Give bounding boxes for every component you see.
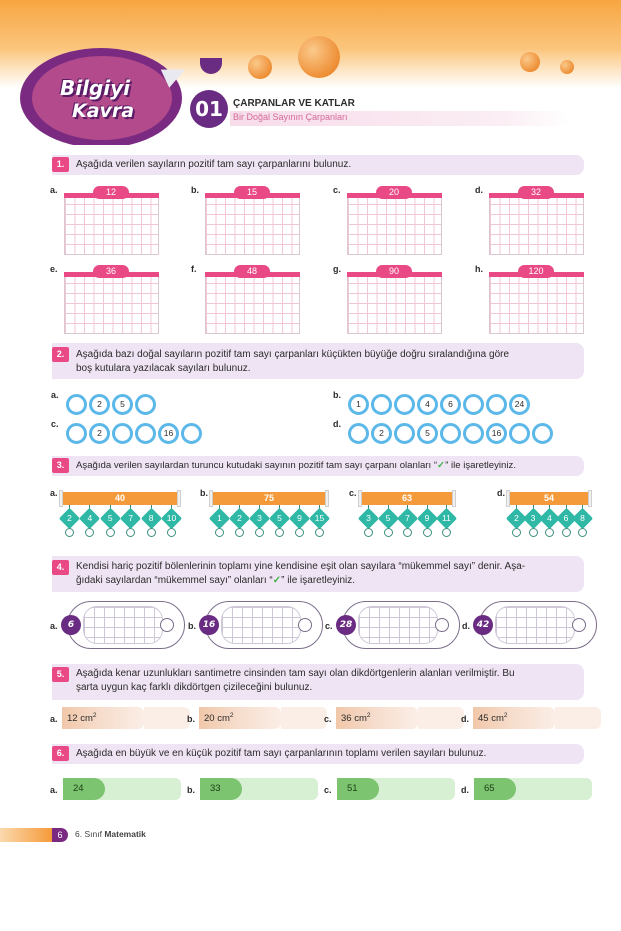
check-circle[interactable] bbox=[126, 528, 135, 537]
factor-ring: 5 bbox=[417, 423, 438, 444]
factor-grid[interactable] bbox=[205, 193, 300, 255]
number-badge: 42 bbox=[473, 615, 493, 635]
check-circle[interactable] bbox=[562, 528, 571, 537]
check-circle[interactable] bbox=[403, 528, 412, 537]
factor-ring[interactable] bbox=[463, 423, 484, 444]
item-label: c. bbox=[324, 785, 332, 795]
question-number-5: 5. bbox=[52, 667, 69, 682]
factor-ring[interactable] bbox=[371, 394, 392, 415]
page-number: 6 bbox=[52, 828, 68, 842]
area-box bbox=[336, 707, 418, 729]
check-mark-icon: ✓ bbox=[437, 460, 446, 471]
question-text-3: Aşağıda verilen sayılardan turuncu kutudaki sayının pozitif tam sayı çarpanı olanları “✓” ile işaretleyiniz. bbox=[76, 460, 516, 471]
item-label: c. bbox=[333, 185, 341, 195]
decor-ball bbox=[298, 36, 340, 78]
question-text-4a: Kendisi hariç pozitif bölenlerinin toplamı yine kendisine eşit olan sayılara “mükemmel sayı” denir. Aşa- bbox=[76, 561, 526, 572]
item-label: a. bbox=[50, 785, 58, 795]
factor-ring[interactable] bbox=[348, 423, 369, 444]
answer-grid[interactable] bbox=[83, 606, 163, 644]
check-circle[interactable] bbox=[167, 528, 176, 537]
number-badge: 16 bbox=[199, 615, 219, 635]
factor-ring: 1 bbox=[348, 394, 369, 415]
factor-ring: 16 bbox=[486, 423, 507, 444]
check-circle[interactable] bbox=[423, 528, 432, 537]
question-number-3: 3. bbox=[52, 458, 69, 473]
item-label: b. bbox=[191, 185, 199, 195]
check-circle[interactable] bbox=[235, 528, 244, 537]
orange-number-box: 54 bbox=[510, 492, 588, 505]
option-value: 6 bbox=[563, 513, 569, 523]
orange-number-box: 63 bbox=[362, 492, 452, 505]
option-value: 1 bbox=[217, 513, 222, 523]
item-label: b. bbox=[187, 714, 195, 724]
factor-ring: 5 bbox=[112, 394, 133, 415]
number-pill: 32 bbox=[518, 186, 554, 199]
decor-ball bbox=[520, 52, 540, 72]
answer-grid[interactable] bbox=[358, 606, 438, 644]
area-value: 12 $cm^2$ bbox=[67, 712, 97, 725]
option-value: 7 bbox=[128, 513, 134, 523]
factor-ring[interactable] bbox=[509, 423, 530, 444]
item-label: e. bbox=[50, 264, 58, 274]
question-number-6: 6. bbox=[52, 746, 69, 761]
item-label: b. bbox=[333, 390, 341, 400]
factor-ring[interactable] bbox=[135, 394, 156, 415]
option-value: 5 bbox=[385, 513, 391, 523]
option-value: 2 bbox=[237, 513, 242, 523]
option-value: 5 bbox=[107, 513, 113, 523]
option-value: 5 bbox=[277, 513, 282, 523]
item-label: d. bbox=[333, 419, 341, 429]
check-circle[interactable] bbox=[572, 618, 586, 632]
footer-grade: 6. Sınıf bbox=[75, 829, 102, 839]
unit-subtitle: Bir Doğal Sayının Çarpanları bbox=[233, 112, 348, 122]
check-mark-icon: ✓ bbox=[272, 575, 282, 586]
check-circle[interactable] bbox=[298, 618, 312, 632]
number-pill: 120 bbox=[518, 265, 554, 278]
logo-line2: Kavra bbox=[72, 100, 135, 122]
question-text-6: Aşağıda en büyük ve en küçük pozitif tam sayı çarpanlarının toplamı verilen sayıları bulunuz. bbox=[76, 748, 487, 759]
check-circle[interactable] bbox=[106, 528, 115, 537]
item-label: a. bbox=[50, 714, 58, 724]
factor-ring: 4 bbox=[417, 394, 438, 415]
check-circle[interactable] bbox=[315, 528, 324, 537]
option-value: 3 bbox=[366, 513, 371, 523]
item-label: b. bbox=[200, 488, 208, 498]
option-value: 2 bbox=[67, 513, 72, 523]
option-value: 3 bbox=[257, 513, 262, 523]
area-value: 36 $cm^2$ bbox=[341, 712, 371, 725]
unit-title: ÇARPANLAR VE KATLAR bbox=[233, 98, 355, 109]
question-number-1: 1. bbox=[52, 157, 69, 172]
item-label: g. bbox=[333, 264, 341, 274]
factor-grid[interactable] bbox=[64, 272, 159, 334]
bar-cap bbox=[452, 490, 456, 507]
item-label: c. bbox=[51, 419, 59, 429]
bar-cap bbox=[177, 490, 181, 507]
option-value: 8 bbox=[148, 513, 154, 523]
item-label: a. bbox=[50, 488, 58, 498]
option-value: 9 bbox=[297, 513, 302, 523]
factor-ring[interactable] bbox=[112, 423, 133, 444]
factor-ring[interactable] bbox=[135, 423, 156, 444]
factor-ring: 2 bbox=[89, 423, 110, 444]
check-circle[interactable] bbox=[147, 528, 156, 537]
option-value: 11 bbox=[442, 513, 451, 523]
item-label: d. bbox=[461, 785, 469, 795]
option-value: 8 bbox=[580, 513, 585, 523]
check-circle[interactable] bbox=[160, 618, 174, 632]
sum-value: 33 bbox=[210, 783, 221, 794]
sum-box bbox=[63, 778, 105, 800]
item-label: c. bbox=[325, 621, 333, 631]
area-box bbox=[62, 707, 144, 729]
number-pill: 12 bbox=[93, 186, 129, 199]
question-text-4b: ğıdaki sayılardan “mükemmel sayı” olanları “✓” ile işaretleyiniz. bbox=[76, 575, 356, 586]
option-value: 4 bbox=[547, 513, 552, 523]
sum-box bbox=[474, 778, 516, 800]
factor-ring[interactable] bbox=[394, 423, 415, 444]
answer-grid[interactable] bbox=[495, 606, 575, 644]
check-circle[interactable] bbox=[215, 528, 224, 537]
item-label: a. bbox=[51, 390, 59, 400]
option-value: 7 bbox=[405, 513, 410, 523]
number-pill: 20 bbox=[376, 186, 412, 199]
number-pill: 15 bbox=[234, 186, 270, 199]
answer-grid[interactable] bbox=[221, 606, 301, 644]
area-value: 20 $cm^2$ bbox=[204, 712, 234, 725]
check-circle[interactable] bbox=[85, 528, 94, 537]
item-label: a. bbox=[50, 621, 58, 631]
number-badge: 6 bbox=[61, 615, 81, 635]
answer-area[interactable] bbox=[281, 707, 327, 729]
question-text-2a: Aşağıda bazı doğal sayıların pozitif tam sayı çarpanları küçükten büyüğe doğru sıralandığına göre bbox=[76, 349, 510, 360]
question-number-2: 2. bbox=[52, 347, 69, 362]
decor-ball bbox=[560, 60, 574, 74]
item-label: b. bbox=[187, 785, 195, 795]
factor-ring[interactable] bbox=[394, 394, 415, 415]
number-badge: 28 bbox=[336, 615, 356, 635]
question-text-5a: Aşağıda kenar uzunlukları santimetre cinsinden tam sayı olan dikdörtgenlerin alanları verilmiştir. Bu bbox=[76, 668, 515, 679]
sum-box bbox=[337, 778, 379, 800]
check-circle[interactable] bbox=[442, 528, 451, 537]
factor-ring[interactable] bbox=[440, 423, 461, 444]
factor-grid[interactable] bbox=[205, 272, 300, 334]
check-circle[interactable] bbox=[384, 528, 393, 537]
check-circle[interactable] bbox=[364, 528, 373, 537]
item-label: c. bbox=[349, 488, 357, 498]
item-label: d. bbox=[462, 621, 470, 631]
question-text-5b: şarta uygun kaç farklı dikdörtgen çizileceğini bulunuz. bbox=[76, 682, 313, 693]
check-circle[interactable] bbox=[512, 528, 521, 537]
factor-grid[interactable] bbox=[347, 193, 442, 255]
footer-subject: Matematik bbox=[104, 829, 146, 839]
item-label: d. bbox=[497, 488, 505, 498]
item-label: h. bbox=[475, 264, 483, 274]
check-circle[interactable] bbox=[65, 528, 74, 537]
question-number-4: 4. bbox=[52, 560, 69, 575]
bar-cap bbox=[588, 490, 592, 507]
orange-number-box: 75 bbox=[213, 492, 325, 505]
factor-ring: 2 bbox=[89, 394, 110, 415]
option-value: 3 bbox=[530, 513, 536, 523]
number-pill: 36 bbox=[93, 265, 129, 278]
bar-cap bbox=[325, 490, 329, 507]
factor-ring[interactable] bbox=[463, 394, 484, 415]
factor-grid[interactable] bbox=[489, 193, 584, 255]
option-value: 9 bbox=[424, 513, 430, 523]
area-value: 45 $cm^2$ bbox=[478, 712, 508, 725]
answer-area[interactable] bbox=[418, 707, 464, 729]
area-box bbox=[199, 707, 281, 729]
answer-area[interactable] bbox=[144, 707, 190, 729]
factor-ring: 24 bbox=[509, 394, 530, 415]
sum-value: 51 bbox=[347, 783, 358, 794]
factor-ring[interactable] bbox=[66, 423, 87, 444]
factor-grid[interactable] bbox=[347, 272, 442, 334]
factor-ring: 16 bbox=[158, 423, 179, 444]
unit-number: 01 bbox=[190, 90, 228, 128]
item-label: d. bbox=[475, 185, 483, 195]
factor-grid[interactable] bbox=[489, 272, 584, 334]
sum-value: 24 bbox=[73, 783, 84, 794]
item-label: a. bbox=[50, 185, 58, 195]
page-header bbox=[0, 0, 621, 145]
item-label: f. bbox=[191, 264, 197, 274]
footer-bar bbox=[0, 828, 52, 842]
factor-ring[interactable] bbox=[66, 394, 87, 415]
item-label: b. bbox=[188, 621, 196, 631]
logo-line1: Bilgiyi bbox=[60, 76, 131, 100]
question-text-1: Aşağıda verilen sayıların pozitif tam sayı çarpanlarını bulunuz. bbox=[76, 159, 352, 170]
factor-ring[interactable] bbox=[532, 423, 553, 444]
area-box bbox=[473, 707, 555, 729]
factor-ring[interactable] bbox=[486, 394, 507, 415]
check-circle[interactable] bbox=[255, 528, 264, 537]
item-label: d. bbox=[461, 714, 469, 724]
check-circle[interactable] bbox=[529, 528, 538, 537]
item-label: c. bbox=[324, 714, 332, 724]
option-value: 2 bbox=[514, 513, 519, 523]
option-value: 15 bbox=[314, 513, 325, 523]
orange-number-box: 40 bbox=[63, 492, 177, 505]
factor-ring: 2 bbox=[371, 423, 392, 444]
footer-text bbox=[75, 829, 146, 839]
sum-value: 65 bbox=[484, 783, 495, 794]
check-circle[interactable] bbox=[295, 528, 304, 537]
check-circle[interactable] bbox=[435, 618, 449, 632]
option-value: 4 bbox=[87, 513, 93, 523]
sum-box bbox=[200, 778, 242, 800]
factor-ring[interactable] bbox=[181, 423, 202, 444]
number-pill: 48 bbox=[234, 265, 270, 278]
option-value: 10 bbox=[166, 513, 177, 523]
question-text-2b: boş kutulara yazılacak sayıları bulunuz. bbox=[76, 363, 251, 374]
number-pill: 90 bbox=[376, 265, 412, 278]
answer-area[interactable] bbox=[555, 707, 601, 729]
check-circle[interactable] bbox=[578, 528, 587, 537]
check-circle[interactable] bbox=[275, 528, 284, 537]
factor-grid[interactable] bbox=[64, 193, 159, 255]
factor-ring: 6 bbox=[440, 394, 461, 415]
decor-ball bbox=[248, 55, 272, 79]
check-circle[interactable] bbox=[545, 528, 554, 537]
